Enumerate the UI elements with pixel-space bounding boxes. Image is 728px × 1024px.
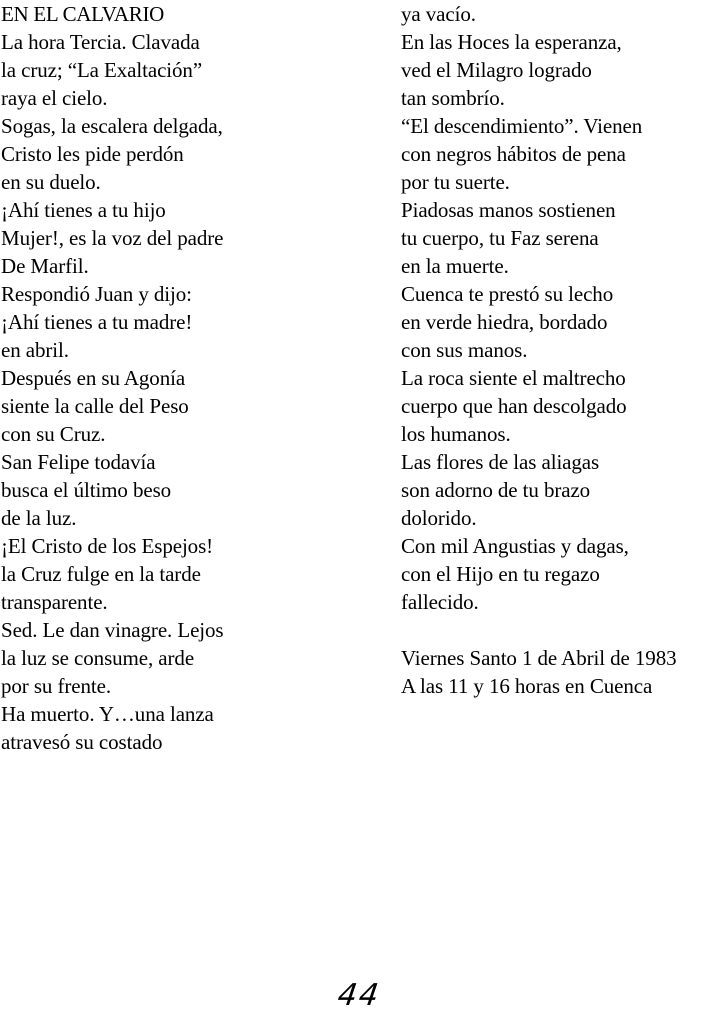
poem-line: busca el último beso [1,478,172,502]
poem-line: Las flores de las aliagas [401,450,600,474]
poem-line: la cruz; “La Exaltación” [1,58,203,82]
poem-line: ved el Milagro logrado [401,58,592,82]
poem-line: Respondió Juan y dijo: [1,282,192,306]
poem-right-column [401,0,727,700]
poem-line: los humanos. [401,422,511,446]
poem-line: con su Cruz. [1,422,106,446]
poem-line: Ha muerto. Y…una lanza [1,702,214,726]
poem-line: por tu suerte. [401,170,510,194]
poem-line: por su frente. [1,674,111,698]
poem-line: Cristo les pide perdón [1,142,184,166]
page-number: 44 [335,978,383,1013]
stanza-spacer [401,616,727,644]
poem-line: Sogas, la escalera delgada, [1,114,223,138]
poem-line: De Marfil. [1,254,89,278]
poem-line: con sus manos. [401,338,528,362]
poem-line: tan sombrío. [401,86,505,110]
poem-line: en la muerte. [401,254,509,278]
signature-place: A las 11 y 16 horas en Cuenca [401,674,653,698]
poem-line: Piadosas manos sostienen [401,198,616,222]
poem-line: En las Hoces la esperanza, [401,30,622,54]
poem-line: tu cuerpo, tu Faz serena [401,226,599,250]
poem-line: en abril. [1,338,69,362]
poem-line: San Felipe todavía [1,450,156,474]
poem-line: en verde hiedra, bordado [401,310,608,334]
poem-line: “El descendimiento”. Vienen [401,114,643,138]
poem-line: de la luz. [1,506,77,530]
poem-line: ¡Ahí tienes a tu hijo [1,198,166,222]
poem-line: Después en su Agonía [1,366,186,390]
poem-line: cuerpo que han descolgado [401,394,627,418]
signature-date: Viernes Santo 1 de Abril de 1983 [401,646,677,670]
poem-line: La hora Tercia. Clavada [1,30,200,54]
poem-line: transparente. [1,590,108,614]
poem-line: la Cruz fulge en la tarde [1,562,201,586]
poem-line: atravesó su costado [1,730,163,754]
poem-line: con negros hábitos de pena [401,142,626,166]
poem-line: ya vacío. [401,2,476,26]
poem-line: siente la calle del Peso [1,394,189,418]
poem-line: la luz se consume, arde [1,646,195,670]
poem-line: Mujer!, es la voz del padre [1,226,224,250]
poem-line: con el Hijo en tu regazo [401,562,600,586]
poem-left-column [1,0,391,756]
poem-line: Con mil Angustias y dagas, [401,534,629,558]
poem-line: raya el cielo. [1,86,108,110]
poem-line: dolorido. [401,506,477,530]
poem-line: La roca siente el maltrecho [401,366,626,390]
poem-title: EN EL CALVARIO [1,2,165,26]
poem-line: ¡Ahí tienes a tu madre! [1,310,193,334]
poem-line: son adorno de tu brazo [401,478,591,502]
poem-line: en su duelo. [1,170,101,194]
poem-line: ¡El Cristo de los Espejos! [1,534,214,558]
poem-line: Sed. Le dan vinagre. Lejos [1,618,224,642]
poem-line: Cuenca te prestó su lecho [401,282,614,306]
poem-line: fallecido. [401,590,479,614]
